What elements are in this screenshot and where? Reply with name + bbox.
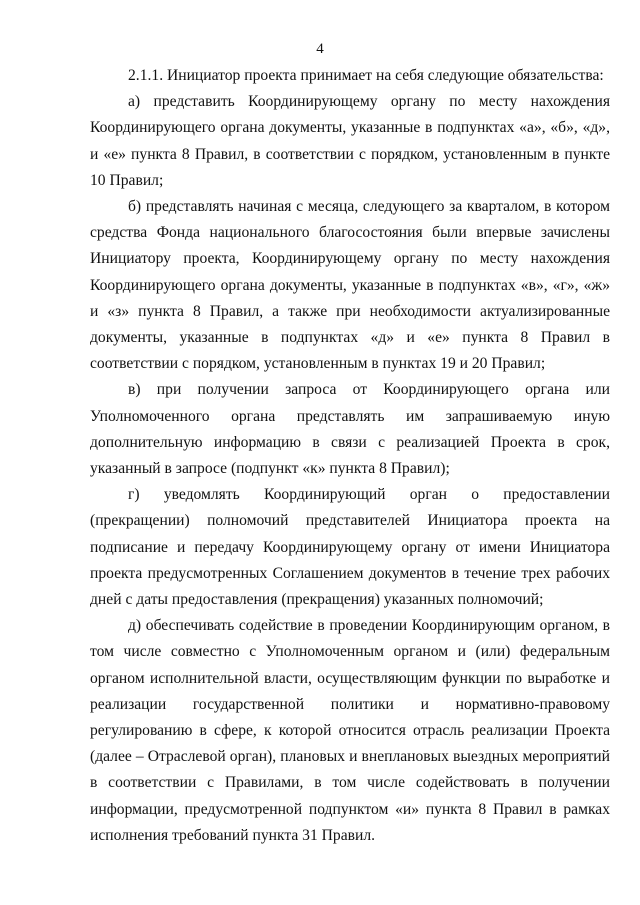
paragraph-intro: 2.1.1. Инициатор проекта принимает на себя следующие обязательства: — [128, 67, 604, 84]
paragraph-item-g: г) уведомлять Координирующий орган о предоставлении (прекращении) полномочий представителей Инициатора проекта на подписание и передачу Координирующему органу от имени Инициатора проекта предусмотренных Соглашением документов в течение трех рабочих дней с даты предоставления (прекращения) указанных полномочий; — [90, 486, 610, 609]
paragraph-item-a: а) представить Координирующему органу по месту нахождения Координирующего органа документы, указанные в подпунктах «а», «б», «д», и «е» пункта 8 Правил, в соответствии с порядком, установленным в пункте 10 Правил; — [90, 93, 610, 189]
document-body — [90, 63, 610, 849]
paragraph-item-v: в) при получении запроса от Координирующего органа или Уполномоченного органа представлять им запрашиваемую иную дополнительную информацию в связи с реализацией Проекта в срок, указанный в запросе (подпункт «к» пункта 8 Правил); — [90, 381, 610, 478]
paragraph-item-b: б) представлять начиная с месяца, следующего за кварталом, в котором средства Фонда национального благосостояния были впервые зачислены Инициатору проекта, Координирующему органу по месту нахождения Координирующего органа документы, указанные в подпунктах «в», «г», «ж» и «з» пункта 8 Правил, а также при необходимости актуализированные документы, указанные в подпунктах «д» и «е» пункта 8 Правил в соответствии с порядком, установленным в пунктах 19 и 20 Правил; — [90, 198, 610, 373]
page-number: 4 — [316, 41, 324, 57]
paragraph-item-d: д) обеспечивать содействие в проведении Координирующим органом, в том числе совместно с Уполномоченным органом и (или) федеральным органом исполнительной власти, осуществляющим функции по выработке и реализации государственной политики и нормативно-правовому регулированию в сфере, к которой относится отрасль реализации Проекта (далее – Отраслевой орган), плановых и внеплановых выездных мероприятий в соответствии с Правилами, в том числе содействовать в получении информации, предусмотренной подпунктом «и» пункта 8 Правил в рамках исполнения требований пункта 31 Правил. — [90, 617, 610, 844]
